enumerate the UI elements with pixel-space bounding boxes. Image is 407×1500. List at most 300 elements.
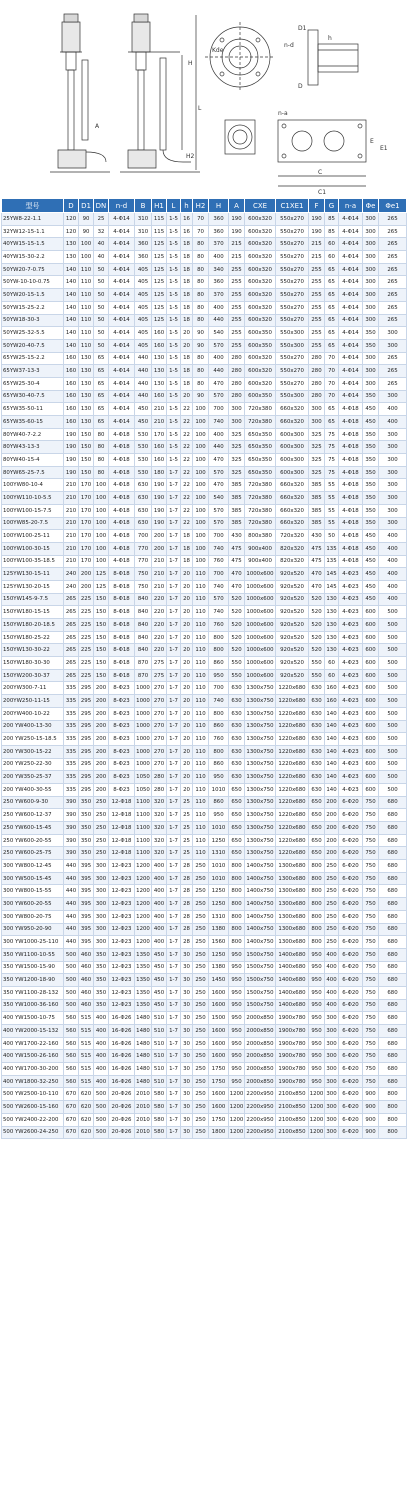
table-cell: 1900x780 [276,1012,309,1025]
table-cell: 650 [309,822,325,835]
table-cell: 250 [193,1113,209,1126]
table-cell: 4-Φ18 [339,530,363,543]
table-cell: 520 [309,644,325,657]
label-L: L [198,105,202,112]
table-cell: 225 [79,593,94,606]
table-cell: 385 [309,492,325,505]
table-cell: 680 [379,796,407,809]
table-cell: 750 [363,1063,379,1076]
table-cell: 450 [152,986,167,999]
table-cell: 550x300 [276,327,309,340]
table-cell: 140 [325,745,339,758]
model-cell: 100YW100-25-11 [2,530,64,543]
table-cell: 60 [325,238,339,251]
table-cell: 630 [309,758,325,771]
table-cell: 4-Φ14 [109,365,135,378]
table-cell: 270 [152,682,167,695]
table-cell: 1900x780 [276,1075,309,1088]
table-cell: 920x520 [276,568,309,581]
table-cell: 300 [379,339,407,352]
table-cell: 400 [209,251,229,264]
table-cell: 8-Φ18 [109,669,135,682]
table-cell: 4-Φ18 [339,454,363,467]
table-cell: 265 [379,377,407,390]
table-cell: 20-Φ26 [109,1101,135,1114]
table-cell: 4-Φ23 [339,644,363,657]
table-cell: 20-Φ26 [109,1088,135,1101]
table-cell: 4-Φ23 [339,720,363,733]
table-cell: 1-7 [167,707,181,720]
table-cell: 470 [229,580,245,593]
table-cell: 800 [229,872,245,885]
table-cell: 1400x750 [245,936,276,949]
table-cell: 70 [325,365,339,378]
table-cell: 2000x850 [245,1037,276,1050]
label-A: A [95,123,100,130]
table-cell: 370 [209,289,229,302]
table-cell: 300 [309,416,325,429]
table-cell: 160 [325,682,339,695]
table-cell: 130 [64,251,79,264]
table-cell: 1750 [209,1113,229,1126]
table-cell: 280 [152,771,167,784]
table-cell: 265 [379,238,407,251]
table-cell: 350 [79,822,94,835]
table-cell: 80 [193,263,209,276]
table-cell: 750 [363,1025,379,1038]
table-cell: 450 [135,403,152,416]
table-cell: 1000x600 [245,644,276,657]
table-cell: 750 [363,923,379,936]
table-cell: 560 [64,1050,79,1063]
model-cell: 350 YW1100-28-132 [2,986,64,999]
table-cell: 750 [363,936,379,949]
table-cell: 18 [181,542,193,555]
table-cell: 1350 [135,974,152,987]
table-cell: 1400x750 [245,885,276,898]
table-cell: 1000 [135,707,152,720]
table-cell: 800 [229,923,245,936]
table-cell: 270 [152,733,167,746]
table-cell: 2200x950 [245,1113,276,1126]
table-cell: 100 [94,530,109,543]
table-cell: 110 [193,644,209,657]
table-cell: 900x400 [245,555,276,568]
table-cell: 550x300 [276,339,309,352]
column-header: n-d [109,199,135,213]
table-cell: 1-7 [167,999,181,1012]
table-cell: 4-Φ14 [339,390,363,403]
table-cell: 1-7 [167,771,181,784]
table-cell: 750 [363,910,379,923]
table-row [2,251,407,264]
label-na: n-a [278,110,288,117]
table-row [2,352,407,365]
table-cell: 950 [309,1075,325,1088]
table-cell: 335 [64,720,79,733]
table-cell: 1250 [209,948,229,961]
table-cell: 16-Φ26 [109,1063,135,1076]
model-cell: 100YW100-15-7.5 [2,504,64,517]
table-cell: 750 [363,885,379,898]
table-cell: 1-5 [167,251,181,264]
table-cell: 600 [363,682,379,695]
table-cell: 160 [152,454,167,467]
table-cell: 20 [181,695,193,708]
table-cell: 2000x850 [245,1063,276,1076]
table-row [2,289,407,302]
table-cell: 4-Φ23 [339,631,363,644]
table-cell: 800 [209,745,229,758]
table-cell: 130 [79,403,94,416]
table-cell: 125 [152,251,167,264]
table-cell: 400 [209,428,229,441]
table-cell: 860 [209,758,229,771]
table-cell: 310 [135,225,152,238]
table-row [2,707,407,720]
table-cell: 265 [64,593,79,606]
table-row [2,758,407,771]
table-cell: 515 [79,1037,94,1050]
table-cell: 4-Φ18 [339,492,363,505]
table-cell: 30 [181,1075,193,1088]
table-cell: 300 [94,936,109,949]
table-cell: 750 [363,961,379,974]
table-cell: 80 [193,314,209,327]
table-cell: 4-Φ14 [109,327,135,340]
table-row [2,301,407,314]
column-header: 型号 [2,199,64,213]
table-cell: 310 [135,213,152,226]
model-cell: 50YW20-15-1.5 [2,289,64,302]
table-cell: 6-Φ20 [339,1075,363,1088]
table-cell: 515 [79,1063,94,1076]
table-cell: 750 [363,809,379,822]
table-cell: 1400x750 [245,910,276,923]
table-cell: 110 [193,720,209,733]
model-cell: 250 YW600-9-30 [2,796,64,809]
table-cell: 170 [79,530,94,543]
table-cell: 75 [325,454,339,467]
table-cell: 75 [325,428,339,441]
table-cell: 1000 [135,682,152,695]
table-cell: 4-Φ23 [339,682,363,695]
table-cell: 160 [64,416,79,429]
table-cell: 4-Φ23 [339,707,363,720]
model-cell: 25YW8-22-1.1 [2,213,64,226]
model-cell: 350 YW1000-36-160 [2,999,64,1012]
table-cell: 265 [64,631,79,644]
table-cell: 600x350 [245,327,276,340]
table-cell: 320 [152,822,167,835]
table-cell: 1100 [135,796,152,809]
table-cell: 650 [309,834,325,847]
table-cell: 335 [64,695,79,708]
table-cell: 620 [79,1088,94,1101]
table-cell: 275 [152,669,167,682]
table-cell: 85 [325,225,339,238]
table-cell: 450 [152,948,167,961]
table-cell: 400 [379,403,407,416]
table-cell: 630 [309,745,325,758]
table-cell: 12-Φ23 [109,910,135,923]
table-cell: 215 [309,238,325,251]
table-cell: 500 [64,961,79,974]
table-cell: 4-Φ14 [339,365,363,378]
table-cell: 4-Φ14 [109,263,135,276]
table-cell: 1200 [309,1101,325,1114]
table-cell: 1380 [209,961,229,974]
table-cell: 100 [193,517,209,530]
table-cell: 1-7 [167,644,181,657]
table-cell: 28 [181,860,193,873]
table-cell: 385 [309,517,325,530]
table-cell: 600 [363,707,379,720]
table-cell: 130 [79,352,94,365]
table-cell: 250 [193,1101,209,1114]
table-cell: 600x300 [276,441,309,454]
table-cell: 1220x680 [276,695,309,708]
table-cell: 30 [181,961,193,974]
table-cell: 520 [229,631,245,644]
table-cell: 440 [64,898,79,911]
table-cell: 395 [79,910,94,923]
table-cell: 550x270 [276,238,309,251]
table-cell: 280 [229,352,245,365]
table-cell: 50 [94,327,109,340]
table-cell: 4-Φ14 [339,301,363,314]
table-cell: 110 [193,771,209,784]
table-cell: 800 [309,936,325,949]
table-cell: 18 [181,314,193,327]
model-cell: 80YW43-13-3 [2,441,64,454]
table-cell: 395 [79,898,94,911]
table-cell: 140 [325,733,339,746]
table-cell: 1-7 [167,580,181,593]
table-cell: 80 [94,466,109,479]
table-cell: 250 [325,923,339,936]
table-cell: 2100x850 [276,1113,309,1126]
table-cell: 250 [193,1012,209,1025]
table-cell: 1-7 [167,783,181,796]
table-cell: 600x320 [245,276,276,289]
table-cell: 400 [379,542,407,555]
model-cell: 200YW300-7-11 [2,682,64,695]
table-cell: 500 [94,1101,109,1114]
table-cell: 500 [64,986,79,999]
table-cell: 680 [379,1012,407,1025]
table-cell: 1100 [135,847,152,860]
table-cell: 4-Φ14 [109,213,135,226]
label-h: h [328,35,332,42]
table-cell: 2000x850 [245,1012,276,1025]
table-row [2,631,407,644]
table-row [2,872,407,885]
table-row [2,517,407,530]
table-cell: 250 [325,872,339,885]
table-cell: 405 [135,263,152,276]
table-cell: 530 [135,428,152,441]
table-cell: 500 [379,619,407,632]
table-cell: 405 [135,301,152,314]
table-cell: 510 [152,1050,167,1063]
table-cell: 1600 [209,986,229,999]
table-cell: 1200 [135,923,152,936]
table-cell: 700 [209,568,229,581]
model-cell: 300 YW800-20-75 [2,910,64,923]
pump-front-view [50,14,110,172]
table-cell: 700 [209,530,229,543]
table-cell: 4-Φ14 [339,263,363,276]
table-cell: 470 [209,377,229,390]
table-cell: 300 [379,479,407,492]
table-cell: 800 [209,631,229,644]
table-cell: 4-Φ14 [109,377,135,390]
table-cell: 600x320 [245,365,276,378]
model-cell: 50YW25-32-5.5 [2,327,64,340]
table-cell: 600x320 [245,213,276,226]
table-cell: 8-Φ18 [109,644,135,657]
table-cell: 280 [229,377,245,390]
table-row [2,898,407,911]
table-cell: 1-7 [167,885,181,898]
table-cell: 140 [325,720,339,733]
table-cell: 390 [64,822,79,835]
table-cell: 300 [363,314,379,327]
table-cell: 30 [181,1063,193,1076]
table-cell: 450 [363,530,379,543]
table-cell: 6-Φ20 [339,974,363,987]
label-E1: E1 [380,145,388,152]
table-cell: 450 [363,593,379,606]
model-cell: 100YW100-35-18.5 [2,555,64,568]
table-cell: 300 [379,504,407,517]
table-cell: 30 [181,1101,193,1114]
table-cell: 6-Φ20 [339,1113,363,1126]
table-cell: 1480 [135,1037,152,1050]
table-cell: 8-Φ18 [109,606,135,619]
table-cell: 50 [94,276,109,289]
table-cell: 600 [363,644,379,657]
table-cell: 600 [363,733,379,746]
table-cell: 1250 [209,834,229,847]
table-cell: 140 [64,327,79,340]
table-cell: 600 [363,631,379,644]
table-cell: 12-Φ23 [109,986,135,999]
table-cell: 500 [94,1088,109,1101]
table-cell: 4-Φ18 [109,492,135,505]
model-cell: 200 YW250-22-30 [2,758,64,771]
table-cell: 400 [379,416,407,429]
table-cell: 300 [379,454,407,467]
table-cell: 130 [152,352,167,365]
table-cell: 510 [152,1012,167,1025]
table-cell: 200 [325,834,339,847]
table-cell: 720x380 [245,403,276,416]
table-cell: 405 [135,339,152,352]
table-cell: 450 [363,416,379,429]
table-cell: 2000x850 [245,1050,276,1063]
table-cell: 335 [64,771,79,784]
table-cell: 1000 [135,720,152,733]
table-cell: 250 [193,948,209,961]
table-cell: 200 [94,682,109,695]
table-cell: 350 [363,504,379,517]
table-row [2,276,407,289]
table-cell: 800 [309,910,325,923]
table-cell: 20 [181,619,193,632]
table-cell: 1600 [209,999,229,1012]
table-cell: 515 [79,1050,94,1063]
table-cell: 18 [181,238,193,251]
table-cell: 4-Φ18 [339,466,363,479]
table-cell: 630 [309,733,325,746]
table-cell: 630 [229,758,245,771]
model-cell: 50YW20-40-7.5 [2,339,64,352]
table-cell: 70 [325,377,339,390]
table-cell: 300 [325,1088,339,1101]
table-cell: 1500 [209,1012,229,1025]
table-cell: 630 [135,492,152,505]
table-cell: 100 [193,454,209,467]
table-cell: 650 [309,796,325,809]
table-row [2,999,407,1012]
table-cell: 160 [64,403,79,416]
table-cell: 1900x780 [276,1025,309,1038]
table-cell: 250 [193,1075,209,1088]
table-cell: 300 [94,885,109,898]
table-cell: 950 [209,771,229,784]
model-cell: 40YW15-15-1.5 [2,238,64,251]
table-cell: 8-Φ23 [109,733,135,746]
model-cell: 400 YW1800-32-250 [2,1075,64,1088]
table-cell: 950 [229,1075,245,1088]
table-cell: 440 [135,377,152,390]
table-cell: 100 [193,492,209,505]
table-cell: 4-Φ18 [339,504,363,517]
model-cell: 150YW145-9-7.5 [2,593,64,606]
table-cell: 130 [152,377,167,390]
table-cell: 90 [193,339,209,352]
table-cell: 120 [64,225,79,238]
table-cell: 750 [363,898,379,911]
table-cell: 300 [363,213,379,226]
table-cell: 550 [309,657,325,670]
table-cell: 860 [209,720,229,733]
model-cell: 200 YW400-30-55 [2,783,64,796]
table-cell: 1220x680 [276,682,309,695]
table-cell: 100 [193,504,209,517]
table-cell: 950 [309,999,325,1012]
table-cell: 680 [379,847,407,860]
table-row [2,454,407,467]
pump-dimension-drawing [0,0,407,198]
table-cell: 670 [64,1113,79,1126]
table-cell: 30 [181,1012,193,1025]
table-cell: 280 [309,352,325,365]
table-cell: 500 [379,657,407,670]
table-cell: 125 [152,314,167,327]
table-cell: 300 [325,1050,339,1063]
table-cell: 400 [325,948,339,961]
table-cell: 550x270 [276,225,309,238]
table-cell: 65 [94,377,109,390]
table-cell: 750 [135,580,152,593]
table-cell: 1050 [135,771,152,784]
table-cell: 800 [379,1126,407,1139]
table-cell: 680 [379,822,407,835]
table-cell: 550x270 [276,365,309,378]
